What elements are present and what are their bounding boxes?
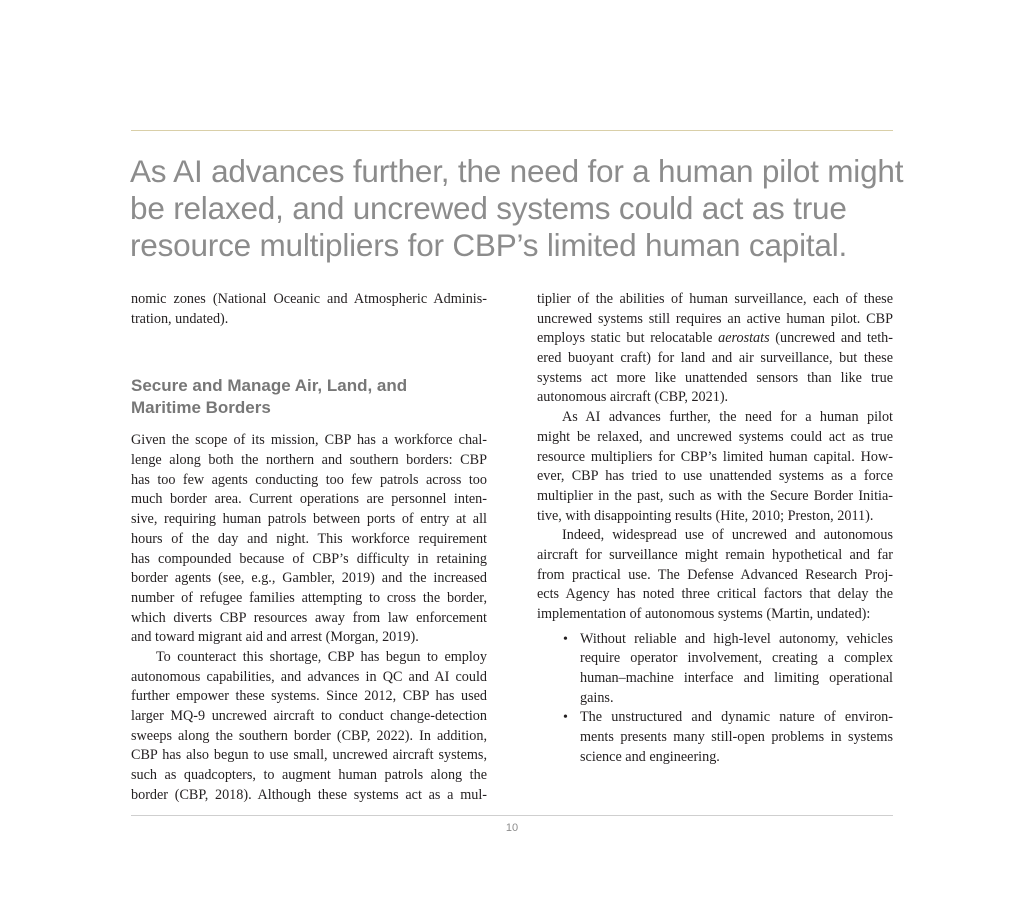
text-line: border (CBP, 2018). Although these systems act as a mul-	[131, 786, 487, 803]
text-line: systems act more like unattended sensors than like true	[537, 369, 893, 386]
text-line: lenge along both the northern and southern borders: CBP	[131, 452, 487, 469]
left-column	[131, 290, 487, 805]
bullet-dot-icon: •	[563, 631, 568, 647]
text-line: As AI advances further, the need for a human pilot	[562, 409, 893, 426]
text-line: has compounded because of CBP’s difficulty in retaining	[131, 550, 487, 567]
italic-term: aerostats	[718, 330, 770, 347]
text-line: ects Agency has noted three critical factors that delay the	[537, 586, 893, 603]
text-line: science and engineering.	[580, 748, 720, 765]
bottom-divider	[131, 815, 893, 816]
text-line: CBP has also begun to use small, uncrewed aircraft systems,	[131, 747, 487, 764]
heading-line: Maritime Borders	[131, 397, 271, 417]
list-item	[537, 708, 893, 767]
bullet-list	[537, 630, 893, 768]
text-line: from practical use. The Defense Advanced Research Proj-	[537, 566, 893, 583]
text-line: The unstructured and dynamic nature of environ-	[580, 709, 893, 726]
pull-quote	[130, 153, 910, 264]
text-line: further empower these systems. Since 2012, CBP has used	[131, 688, 487, 705]
text-line: tive, with disappointing results (Hite, 2010; Preston, 2011).	[537, 507, 874, 524]
text-line: resource multipliers for CBP’s limited human capital. How-	[537, 448, 893, 465]
text-line: ever, CBP has tried to use unattended systems as a force	[537, 468, 893, 485]
body-paragraph	[537, 526, 893, 624]
intro-paragraph	[131, 290, 487, 329]
page-number: 10	[505, 822, 519, 834]
text-line: autonomous capabilities, and advances in QC and AI could	[131, 668, 487, 685]
section-heading	[131, 375, 487, 418]
text-line: sweeps along the southern border (CBP, 2022). In addition,	[131, 727, 487, 744]
pull-quote-line: As AI advances further, the need for a human pilot might	[130, 153, 904, 189]
text-line: has too few agents conducting too few patrols across too	[131, 471, 487, 488]
text-line: tration, undated).	[131, 310, 229, 327]
bullet-dot-icon: •	[563, 710, 568, 726]
text-line: number of refugee families attempting to cross the border,	[131, 589, 487, 606]
text-line: might be relaxed, and uncrewed systems could act as true	[537, 428, 893, 445]
text-line: border agents (see, e.g., Gambler, 2019) and the increased	[131, 570, 487, 587]
body-paragraph	[537, 290, 893, 408]
pull-quote-line: resource multipliers for CBP’s limited human capital.	[130, 227, 848, 263]
body-paragraph	[131, 431, 487, 648]
text-line: ments presents many still-open problems in systems	[580, 729, 893, 746]
text-line: Without reliable and high-level autonomy, vehicles	[580, 630, 893, 647]
text-line: sive, requiring human patrols between ports of entry at all	[131, 511, 487, 528]
pull-quote-line: be relaxed, and uncrewed systems could act as true	[130, 190, 847, 226]
text-line: ered buoyant craft) for land and air surveillance, but these	[537, 350, 893, 367]
text-line: require operator involvement, creating a complex	[580, 650, 893, 667]
text-line: nomic zones (National Oceanic and Atmospheric Adminis-	[131, 291, 487, 307]
text-line: gains.	[580, 689, 614, 706]
body-paragraph	[537, 408, 893, 526]
text-line: tiplier of the abilities of human surveillance, each of these	[537, 291, 893, 307]
text-line: human–machine interface and limiting operational	[580, 670, 893, 687]
text-line: aircraft for surveillance might remain hypothetical and far	[537, 546, 893, 563]
text-line: much border area. Current operations are personnel inten-	[131, 491, 487, 508]
text-line: hours of the day and night. This workforce requirement	[131, 530, 487, 547]
text-line: such as quadcopters, to augment human patrols along the	[131, 767, 487, 784]
text-line: autonomous aircraft (CBP, 2021).	[537, 389, 729, 406]
text-line: larger MQ-9 uncrewed aircraft to conduct change-detection	[131, 708, 487, 724]
text-line: Given the scope of its mission, CBP has a workforce chal-	[131, 432, 487, 449]
right-column	[537, 290, 893, 768]
text-line: multiplier in the past, such as with the Secure Border Initia-	[537, 487, 893, 504]
list-item	[537, 630, 893, 709]
text-line: which diverts CBP resources away from law enforcement	[131, 609, 487, 626]
body-paragraph	[131, 648, 487, 806]
text-fragment: employs static but relocatable	[537, 330, 719, 347]
text-line: implementation of autonomous systems (Martin, undated):	[537, 606, 871, 622]
text-line: Indeed, widespread use of uncrewed and autonomous	[562, 527, 893, 544]
text-line: and toward migrant aid and arrest (Morgan, 2019).	[131, 629, 419, 646]
top-divider	[131, 130, 893, 131]
text-line: uncrewed systems still requires an active human pilot. CBP	[537, 310, 893, 327]
text-fragment: (uncrewed and teth-	[769, 330, 893, 347]
text-line	[537, 329, 893, 349]
heading-line: Secure and Manage Air, Land, and	[131, 376, 408, 396]
text-line: To counteract this shortage, CBP has begun to employ	[156, 648, 487, 665]
